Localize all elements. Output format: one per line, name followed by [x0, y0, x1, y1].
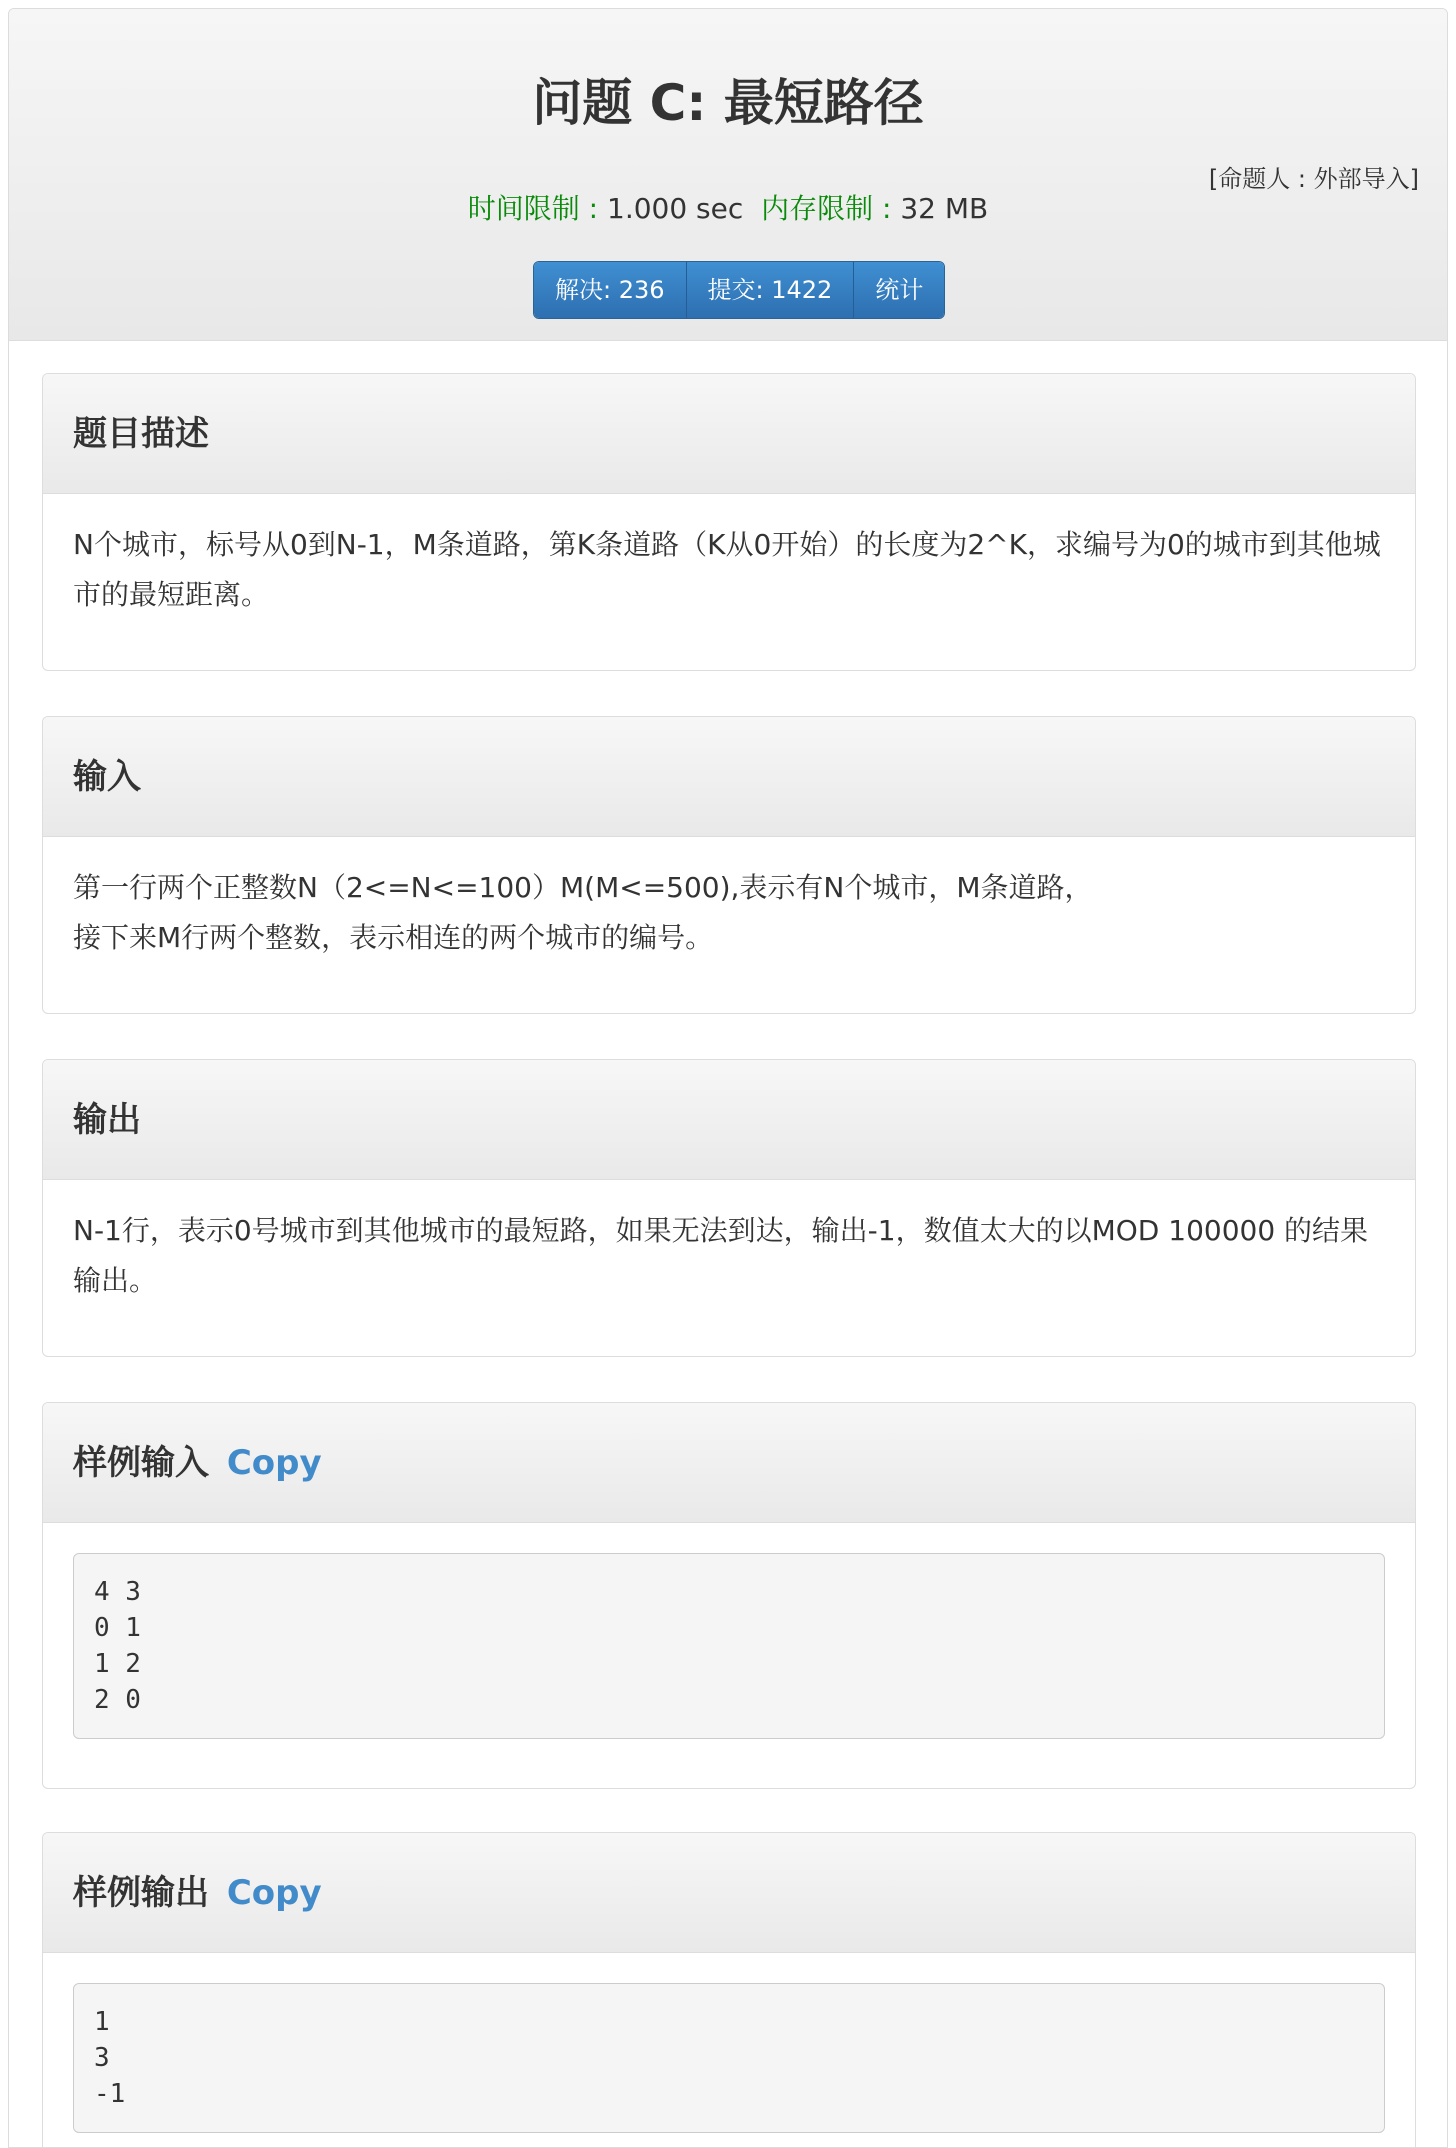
- sample-input-body: [43, 1523, 1415, 1769]
- input-text: [43, 837, 1415, 991]
- page-title: 问题 C: 最短路径: [532, 74, 924, 132]
- description-panel: [42, 373, 1416, 671]
- input-panel: [42, 716, 1416, 1014]
- statistics-button[interactable]: 统计: [854, 262, 944, 318]
- stats-button-group: [533, 261, 945, 319]
- sample-output-code: 1 3 -1: [73, 1983, 1385, 2133]
- sample-input-copy-link[interactable]: Copy: [226, 1443, 322, 1483]
- problem-header: [9, 9, 1447, 341]
- output-text: N-1行，表示0号城市到其他城市的最短路，如果无法到达，输出-1，数值太大的以MOD 100000 的结果输出。: [73, 1214, 1369, 1297]
- solved-button[interactable]: 解决: 236: [534, 262, 687, 318]
- output-heading: 输出: [43, 1060, 1415, 1180]
- input-heading: 输入: [43, 717, 1415, 837]
- description-text: N个城市，标号从0到N-1，M条道路，第K条道路（K从0开始）的长度为2^K，求编号为0的城市到其他城市的最短距离。: [73, 528, 1381, 611]
- sample-output-heading: [43, 1833, 1415, 1953]
- sample-input-code: 4 3 0 1 1 2 2 0: [73, 1553, 1385, 1739]
- time-limit-label: 时间限制 :: [467, 192, 607, 225]
- problem-limits: [9, 189, 1447, 229]
- input-text-line-1: 第一行两个正整数N（2<=N<=100）M(M<=500),表示有N个城市，M条道路，: [73, 871, 1093, 904]
- time-limit-value: 1.000 sec: [607, 192, 744, 225]
- memory-limit-value: 32 MB: [900, 192, 989, 225]
- sample-output-body: [43, 1953, 1415, 2148]
- sample-output-copy-link[interactable]: Copy: [226, 1873, 322, 1913]
- input-text-line-2: 接下来M行两个整数，表示相连的两个城市的编号。: [73, 921, 714, 954]
- problem-author: [命题人 : 外部导入]: [1208, 165, 1419, 193]
- sample-input-panel: [42, 1402, 1416, 1789]
- output-panel: [42, 1059, 1416, 1357]
- sample-output-title: 样例输出: [73, 1873, 209, 1913]
- memory-limit-label: 内存限制 :: [761, 192, 901, 225]
- submitted-button[interactable]: 提交: 1422: [687, 262, 855, 318]
- sample-output-panel: [42, 1832, 1416, 2148]
- description-heading: 题目描述: [43, 374, 1415, 494]
- sample-input-title: 样例输入: [73, 1443, 209, 1483]
- sample-input-heading: [43, 1403, 1415, 1523]
- problem-page: [8, 8, 1448, 2148]
